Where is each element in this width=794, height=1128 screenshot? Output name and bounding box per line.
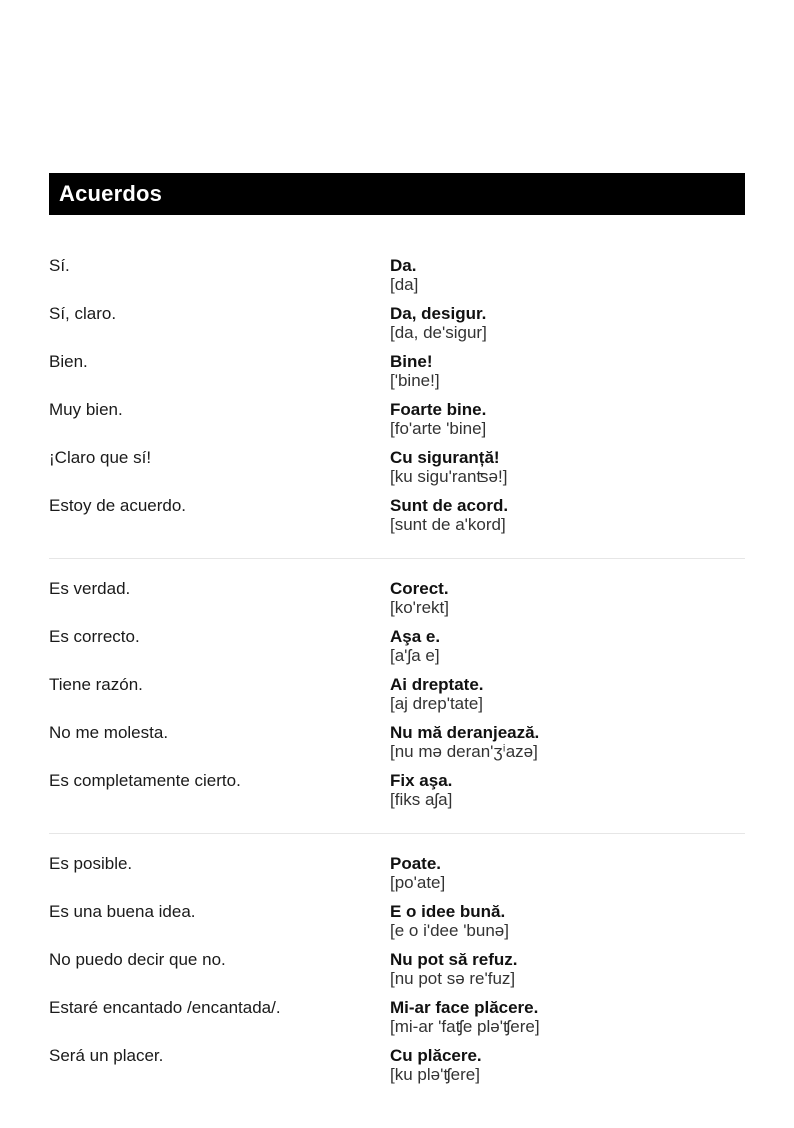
romanian-phrase: Sunt de acord. <box>390 496 509 515</box>
spanish-phrase: Estoy de acuerdo. <box>49 496 187 515</box>
pronunciation: [ko'rekt] <box>390 598 449 617</box>
spanish-phrase: Estaré encantado /encantada/. <box>49 998 281 1017</box>
spanish-phrase: Sí. <box>49 256 70 275</box>
romanian-phrase: Da, desigur. <box>390 304 487 323</box>
spanish-phrase: Será un placer. <box>49 1046 164 1065</box>
phrase-row <box>49 304 745 352</box>
phrase-row <box>49 998 745 1046</box>
spanish-phrase: Sí, claro. <box>49 304 117 323</box>
phrase-row <box>49 400 745 448</box>
spanish-phrase: Muy bien. <box>49 400 123 419</box>
section-header-bar <box>49 173 745 215</box>
phrase-row <box>49 256 745 304</box>
pronunciation: [a'ʃa e] <box>390 646 440 665</box>
phrase-row <box>49 771 745 819</box>
phrase-row <box>49 352 745 400</box>
phrase-row <box>49 579 745 627</box>
pronunciation: [nu pot sə re'fuz] <box>390 969 516 988</box>
romanian-translation <box>390 854 745 902</box>
spanish-phrase: Es verdad. <box>49 579 131 598</box>
phrase-row <box>49 902 745 950</box>
pronunciation: [fo'arte 'bine] <box>390 419 487 438</box>
romanian-translation <box>390 950 745 998</box>
phrase-row <box>49 1046 745 1094</box>
romanian-translation <box>390 448 745 496</box>
romanian-translation <box>390 1046 745 1094</box>
phrase-row <box>49 627 745 675</box>
romanian-phrase: Nu mă deranjează. <box>390 723 540 742</box>
romanian-phrase: Cu plăcere. <box>390 1046 482 1065</box>
phrase-row <box>49 496 745 544</box>
spanish-phrase: No puedo decir que no. <box>49 950 226 969</box>
pronunciation: [da] <box>390 275 419 294</box>
pronunciation: [ku sigu'ranʦə!] <box>390 467 508 486</box>
phrase-group <box>49 256 745 559</box>
romanian-translation <box>390 675 745 723</box>
romanian-translation <box>390 579 745 627</box>
pronunciation: [mi-ar 'faʧe plə'ʧere] <box>390 1017 540 1036</box>
spanish-phrase: Bien. <box>49 352 88 371</box>
spanish-phrase: No me molesta. <box>49 723 169 742</box>
pronunciation: [sunt de a'kord] <box>390 515 506 534</box>
romanian-translation <box>390 352 745 400</box>
spanish-phrase: Es posible. <box>49 854 133 873</box>
pronunciation: [fiks aʃa] <box>390 790 453 809</box>
romanian-phrase: Fix aşa. <box>390 771 453 790</box>
romanian-translation <box>390 256 745 304</box>
spanish-phrase: Es completamente cierto. <box>49 771 241 790</box>
pronunciation: [e o i'dee 'bunə] <box>390 921 509 940</box>
phrase-sections <box>49 215 745 1108</box>
romanian-translation <box>390 902 745 950</box>
pronunciation: ['bine!] <box>390 371 440 390</box>
pronunciation: [po'ate] <box>390 873 446 892</box>
romanian-phrase: Foarte bine. <box>390 400 487 419</box>
spanish-phrase: Tiene razón. <box>49 675 143 694</box>
pronunciation: [ku plə'ʧere] <box>390 1065 480 1084</box>
romanian-translation <box>390 496 745 544</box>
romanian-translation <box>390 771 745 819</box>
romanian-translation <box>390 998 745 1046</box>
phrase-row <box>49 723 745 771</box>
phrase-row <box>49 854 745 902</box>
phrase-row <box>49 675 745 723</box>
romanian-phrase: Corect. <box>390 579 449 598</box>
romanian-translation <box>390 627 745 675</box>
romanian-phrase: Da. <box>390 256 417 275</box>
phrase-group <box>49 579 745 834</box>
spanish-phrase: Es una buena idea. <box>49 902 196 921</box>
phrasebook-page <box>49 173 745 1128</box>
romanian-phrase: Ai dreptate. <box>390 675 484 694</box>
spanish-phrase: Es correcto. <box>49 627 140 646</box>
phrase-row <box>49 448 745 496</box>
phrase-group <box>49 854 745 1108</box>
romanian-translation <box>390 400 745 448</box>
pronunciation: [aj drep'tate] <box>390 694 484 713</box>
phrase-row <box>49 950 745 998</box>
romanian-phrase: E o idee bună. <box>390 902 506 921</box>
romanian-translation <box>390 723 745 771</box>
romanian-phrase: Mi-ar face plăcere. <box>390 998 539 1017</box>
page-title: Acuerdos <box>59 181 163 206</box>
spanish-phrase: ¡Claro que sí! <box>49 448 152 467</box>
romanian-translation <box>390 304 745 352</box>
romanian-phrase: Cu siguranță! <box>390 448 500 467</box>
romanian-phrase: Poate. <box>390 854 442 873</box>
romanian-phrase: Bine! <box>390 352 433 371</box>
pronunciation: [nu mə deran'ʒⁱazə] <box>390 742 538 761</box>
pronunciation: [da, de'sigur] <box>390 323 487 342</box>
romanian-phrase: Aşa e. <box>390 627 441 646</box>
romanian-phrase: Nu pot să refuz. <box>390 950 518 969</box>
